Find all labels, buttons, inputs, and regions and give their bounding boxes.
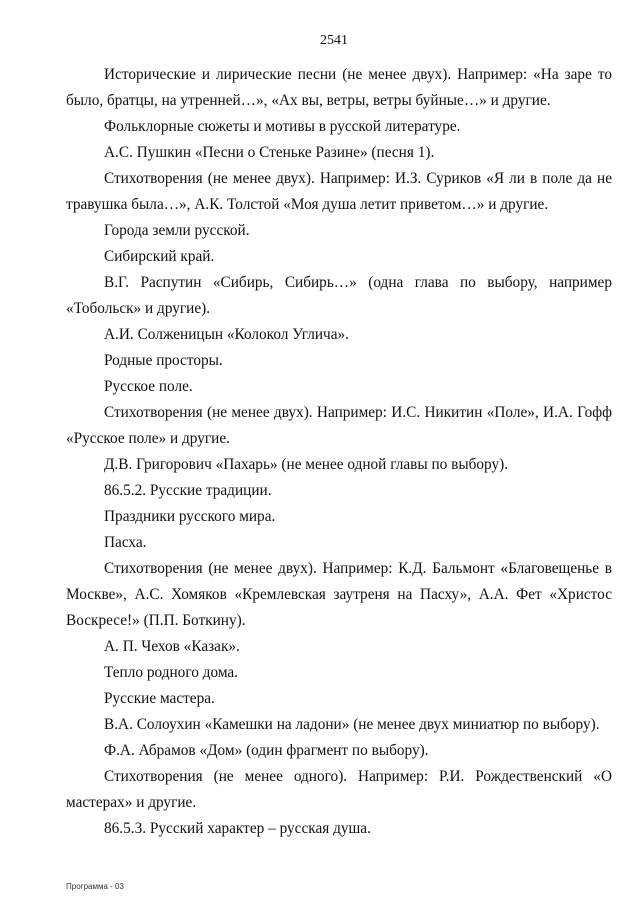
paragraph: Д.В. Григорович «Пахарь» (не менее одной главы по выбору). — [104, 456, 509, 473]
paragraph: Исторические и лирические песни (не менее двух). Например: «На заре то было, братцы, на утренней…», «Ах вы, ветры, ветры буйные…» и другие. — [66, 66, 612, 109]
paragraph: Фольклорные сюжеты и мотивы в русской литературе. — [104, 118, 461, 135]
paragraph: Пасха. — [104, 534, 147, 551]
paragraph: А.С. Пушкин «Песни о Стеньке Разине» (песня 1). — [104, 144, 435, 161]
paragraph: Стихотворения (не менее двух). Например: И.С. Никитин «Поле», И.А. Гофф «Русское поле» и другие. — [66, 404, 612, 447]
paragraph: Сибирский край. — [104, 248, 215, 265]
paragraph: Родные просторы. — [104, 352, 223, 369]
paragraph: Русское поле. — [104, 378, 193, 395]
paragraph: Стихотворения (не менее двух). Например: К.Д. Бальмонт «Благовещенье в Москве», А.С. Хомяков «Кремлевская заутреня на Пасху», А.А. Фет «Христос Воскресе!» (П.П. Боткину). — [66, 560, 612, 629]
paragraph: Ф.А. Абрамов «Дом» (один фрагмент по выбору). — [104, 742, 429, 759]
paragraph: Русские мастера. — [104, 690, 215, 707]
paragraph: 86.5.2. Русские традиции. — [104, 482, 272, 499]
paragraph: А. П. Чехов «Казак». — [104, 638, 240, 655]
paragraph: Стихотворения (не менее одного). Например: Р.И. Рождественский «О мастерах» и другие. — [66, 768, 612, 811]
paragraph: Праздники русского мира. — [104, 508, 276, 525]
paragraph: В.А. Солоухин «Камешки на ладони» (не менее двух миниатюр по выбору). — [104, 716, 600, 733]
paragraph: Тепло родного дома. — [104, 664, 239, 681]
paragraph: 86.5.3. Русский характер – русская душа. — [104, 820, 371, 837]
paragraph: Города земли русской. — [104, 222, 250, 239]
document-body — [66, 62, 612, 842]
page-footer: Программа - 03 — [66, 882, 124, 891]
paragraph: В.Г. Распутин «Сибирь, Сибирь…» (одна глава по выбору, например «Тобольск» и другие). — [66, 274, 612, 317]
page-number: 2541 — [320, 33, 348, 48]
paragraph: А.И. Солженицын «Колокол Углича». — [104, 326, 349, 343]
paragraph: Стихотворения (не менее двух). Например: И.З. Суриков «Я ли в поле да не травушка была…», А.К. Толстой «Моя душа летит приветом…» и другие. — [66, 170, 612, 213]
